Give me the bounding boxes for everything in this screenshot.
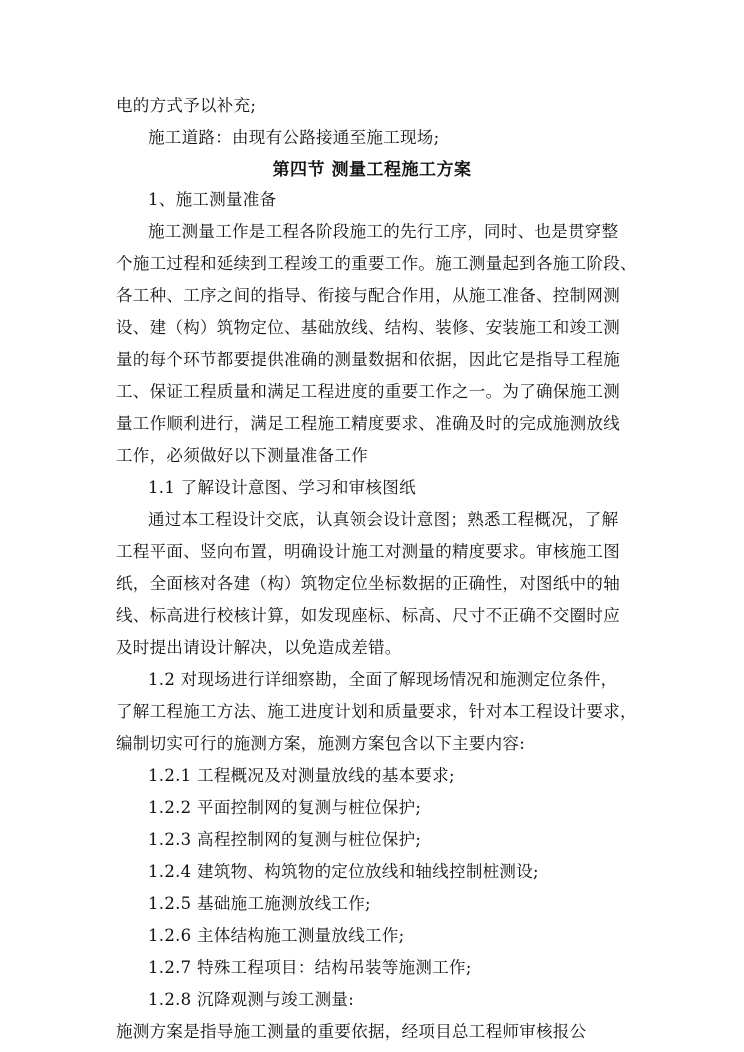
list-item: 1.2.5 基础施工施测放线工作; [148, 894, 371, 913]
list-item: 1.2.6 主体结构施工测量放线工作; [148, 926, 405, 945]
paragraph-line: 设、建（构）筑物定位、基础放线、结构、装修、安装施工和竣工测 [116, 318, 620, 337]
paragraph-line: 纸，全面核对各建（构）筑物定位坐标数据的正确性，对图纸中的轴 [116, 574, 620, 593]
paragraph-line: 线、标高进行校核计算，如发现座标、标高、尺寸不正确不交圈时应 [116, 606, 620, 625]
paragraph-line: 了解工程施工方法、施工进度计划和质量要求，针对本工程设计要求， [116, 702, 637, 721]
section-title: 第四节 测量工程施工方案 [272, 160, 472, 180]
list-item: 1.2.2 平面控制网的复测与桩位保护; [148, 798, 422, 817]
subsection-heading: 1、施工测量准备 [148, 190, 277, 209]
text-line: 电的方式予以补充; [116, 96, 257, 115]
paragraph-line: 个施工过程和延续到工程竣工的重要工作。施工测量起到各施工阶段、 [116, 254, 637, 273]
paragraph-line: 施测方案是指导施工测量的重要依据，经项目总工程师审核报公 [116, 1022, 587, 1041]
paragraph-line: 通过本工程设计交底，认真领会设计意图；熟悉工程概况，了解 [148, 510, 619, 529]
paragraph-line: 工、保证工程质量和满足工程进度的重要工作之一。为了确保施工测 [116, 382, 620, 401]
paragraph-line: 工程平面、竖向布置，明确设计施工对测量的精度要求。审核施工图 [116, 542, 620, 561]
list-item: 1.2.1 工程概况及对测量放线的基本要求; [148, 766, 455, 785]
list-item: 1.2.7 特殊工程项目：结构吊装等施测工作; [148, 958, 472, 977]
paragraph-line: 施工测量工作是工程各阶段施工的先行工序，同时、也是贯穿整 [148, 222, 619, 241]
paragraph-line: 各工种、工序之间的指导、衔接与配合作用，从施工准备、控制网测 [116, 286, 620, 305]
paragraph-line: 及时提出请设计解决，以免造成差错。 [116, 638, 402, 657]
paragraph-line: 编制切实可行的施测方案，施测方案包含以下主要内容: [116, 734, 526, 753]
paragraph-line: 1.2 对现场进行详细察勘，全面了解现场情况和施测定位条件， [148, 670, 618, 689]
text-line: 施工道路：由现有公路接通至施工现场; [148, 128, 440, 147]
list-item: 1.2.4 建筑物、构筑物的定位放线和轴线控制桩测设; [148, 862, 539, 881]
list-item: 1.2.8 沉降观测与竣工测量: [148, 990, 355, 1009]
paragraph-line: 工作，必须做好以下测量准备工作 [116, 446, 368, 465]
subsection-heading: 1.1 了解设计意图、学习和审核图纸 [148, 478, 416, 497]
paragraph-line: 量的每个环节都要提供准确的测量数据和依据，因此它是指导工程施 [116, 350, 620, 369]
list-item: 1.2.3 高程控制网的复测与桩位保护; [148, 830, 422, 849]
paragraph-line: 量工作顺利进行，满足工程施工精度要求、准确及时的完成施测放线 [116, 414, 620, 433]
